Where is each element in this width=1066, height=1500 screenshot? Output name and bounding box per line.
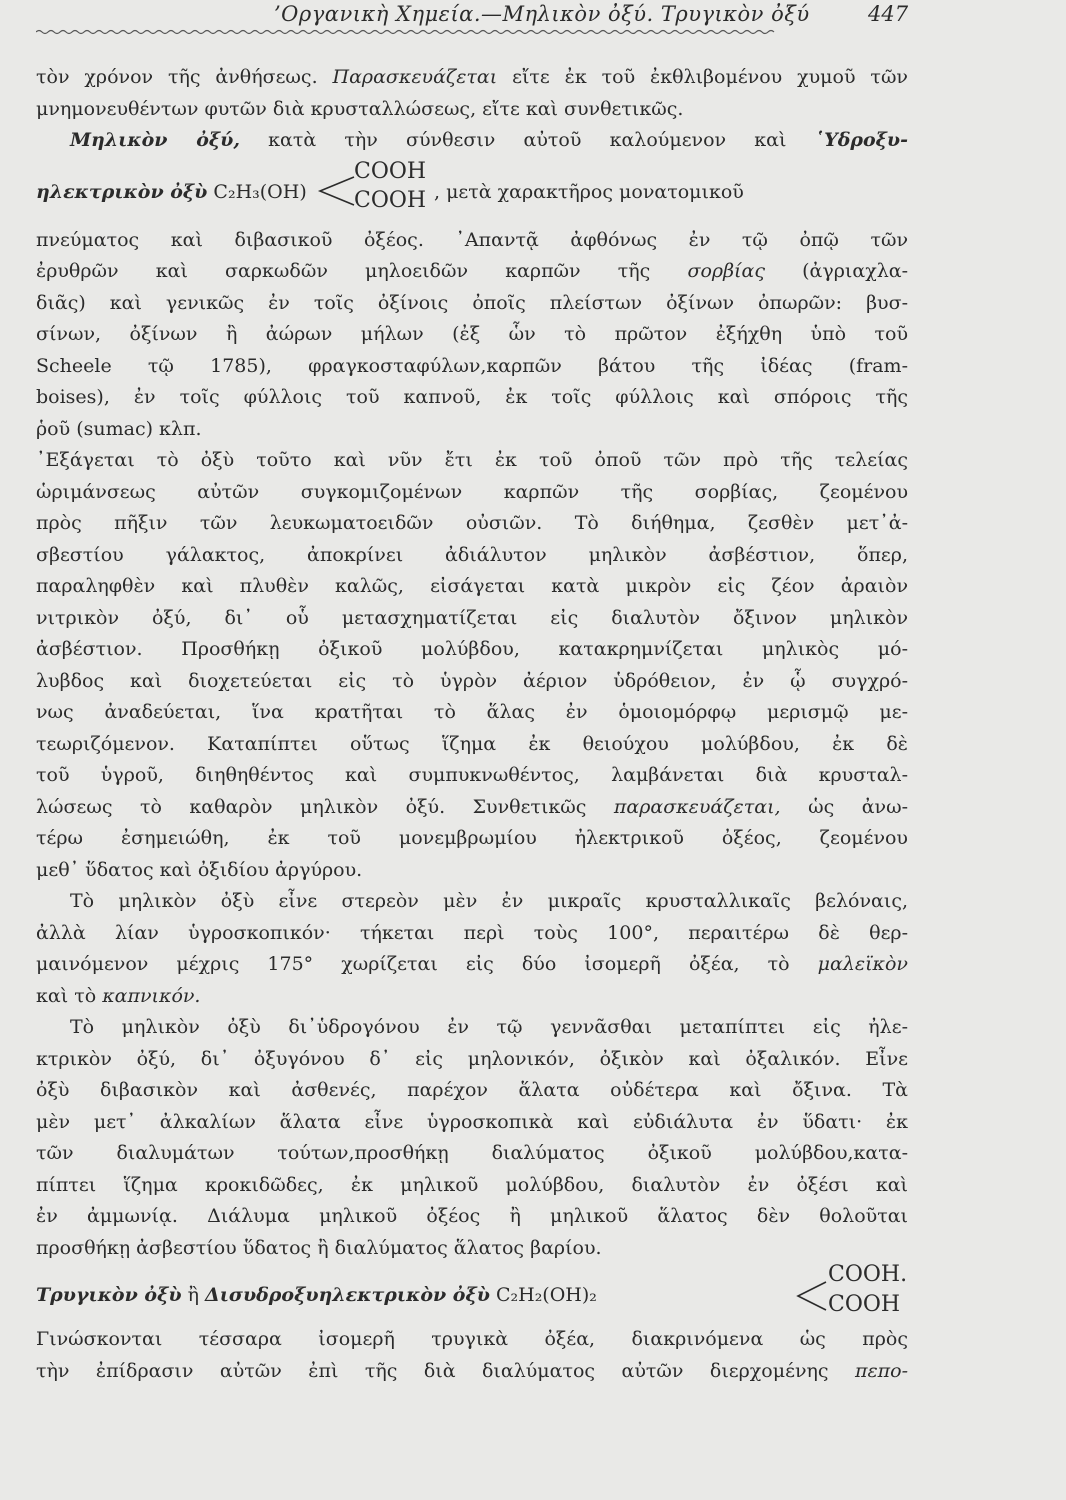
text-line: Scheele τῷ 1785), φραγκοσταφύλων,καρπῶν βάτου τῆς ἰδέας (fram- [36, 354, 908, 377]
text-line: μεθ᾿ ὕδατος καὶ ὀξιδίου ἀργύρου. [36, 858, 363, 881]
text-line: ᾿Εξάγεται τὸ ὀξὺ τοῦτο καὶ νῦν ἔτι ἐκ τοῦ ὀποῦ τῶν πρὸ τῆς τελείας [36, 449, 908, 471]
text-line: τὸν χρόνον τῆς ἀνθήσεως. Παρασκευάζεται εἴτε ἐκ τοῦ ἐκθλιβομένου χυμοῦ τῶν [36, 66, 908, 88]
text-line: νως ἀναδεύεται, ἵνα κρατῆται τὸ ἅλας ἐν ὁμοιομόρφῳ μερισμῷ με- [36, 701, 908, 723]
text-line: τὴν ἐπίδρασιν αὐτῶν ἐπὶ τῆς διὰ διαλύματος αὐτῶν διερχομένης πεπο- [36, 1359, 908, 1382]
page-body [36, 62, 908, 1387]
text-line: πρὸς πῆξιν τῶν λευκωματοειδῶν οὐσιῶν. Τὸ διήθημα, ζεσθὲν μετ᾿ἀ- [36, 512, 908, 534]
text-line: πνεύματος καὶ διβασικοῦ ὀξέος. ᾿Απαντᾷ ἀφθόνως ἐν τῷ ὀπῷ τῶν [36, 228, 908, 251]
text-line: προσθήκῃ ἀσβεστίου ὕδατος ἢ διαλύματος ἅλατος βαρίου. [36, 1236, 602, 1259]
text-line: τῶν διαλυμάτων τούτων,προσθήκῃ διαλύματος ὀξικοῦ μολύβδου,κατα- [36, 1142, 908, 1164]
text-line: ἀσβέστιον. Προσθήκῃ ὀξικοῦ μολύβδου, κατακρημνίζεται μηλικὸς μό- [36, 638, 908, 660]
text-line: μὲν μετ᾿ ἀλκαλίων ἅλατα εἶνε ὑγροσκοπικὰ καὶ εὐδιάλυτα ἐν ὕδατι· ἐκ [36, 1110, 908, 1133]
text-line: Γινώσκονται τέσσαρα ἰσομερῆ τρυγικὰ ὀξέα, διακρινόμενα ὡς πρὸς [36, 1328, 908, 1350]
text-line: μαινόμενον μέχρις 175° χωρίζεται εἰς δύο ἰσομερῆ ὀξέα, τὸ μαλεϊκὸν [36, 953, 908, 975]
text-line: κτρικὸν ὀξύ, δι᾿ ὀξυγόνου δ᾿ εἰς μηλονικόν, ὀξικὸν καὶ ὀξαλικόν. Εἶνε [36, 1047, 908, 1070]
text-line: ῥοῦ (sumac) κλπ. [36, 417, 202, 440]
text-line: σβεστίου γάλακτος, ἀποκρίνει ἀδιάλυτον μηλικὸν ἀσβέστιον, ὅπερ, [36, 543, 908, 566]
text-line: πίπτει ἵζημα κροκιδῶδες, ἐκ μηλικοῦ μολύβδου, διαλυτὸν ἐν ὀξέσι καὶ [36, 1173, 908, 1196]
page-number: 447 [868, 2, 909, 26]
running-title: ’Οργανικὴ Χημεία.—Μηλικὸν ὀξύ. Τρυγικὸν ὀξύ [274, 2, 810, 26]
text-line: λώσεως τὸ καθαρὸν μηλικὸν ὀξύ. Συνθετικῶς παρασκευάζεται, ὡς ἀνω- [36, 795, 908, 818]
wavy-rule [36, 28, 908, 36]
branch-chevron [316, 171, 356, 211]
text-line: Τὸ μηλικὸν ὀξὺ δι᾿ὑδρογόνου ἐν τῷ γεννᾶσθαι μεταπίπτει εἰς ἠλε- [70, 1016, 908, 1038]
text-line: σίνων, ὀξίνων ἢ ἀώρων μήλων (ἐξ ὧν τὸ πρῶτον ἐξήχθη ὑπὸ τοῦ [36, 323, 908, 345]
text-line: ἀλλὰ λίαν ὑγροσκοπικόν· τήκεται περὶ τοὺς 100°, περαιτέρω δὲ θερ- [36, 921, 908, 944]
text-line: Μηλικὸν ὀξύ, κατὰ τὴν σύνθεσιν αὐτοῦ καλούμενον καὶ ῾Υδροξυ- [70, 129, 908, 151]
text-line: Τὸ μηλικὸν ὀξὺ εἶνε στερεὸν μὲν ἐν μικραῖς κρυσταλλικαῖς βελόναις, [70, 890, 908, 912]
text-line: ἐν ἀμμωνίᾳ. Διάλυμα μηλικοῦ ὀξέος ἢ μηλικοῦ ἅλατος δὲν θολοῦται [36, 1205, 908, 1227]
text-line: παραληφθὲν καὶ πλυθὲν καλῶς, εἰσάγεται κατὰ μικρὸν εἰς ζέον ἀραιὸν [36, 575, 908, 597]
text-line: καὶ τὸ καπνικόν. [36, 984, 201, 1007]
text-line: λυβδος καὶ διοχετεύεται εἰς τὸ ὑγρὸν ἀέριον ὑδρόθειον, ἐν ᾧ συγχρό- [36, 669, 908, 692]
branch-chevron [794, 1274, 828, 1314]
text-line: τεωριζόμενον. Καταπίπτει οὕτως ἵζημα ἐκ θειούχου μολύβδου, ἐκ δὲ [36, 732, 908, 755]
text-line: διᾶς) καὶ γενικῶς ἐν τοῖς ὀξίνοις ὀποῖς πλείστων ὀξίνων ὀπωρῶν: βυσ- [36, 291, 908, 314]
text-line: τέρω ἐσημειώθη, ἐκ τοῦ μονεμβρωμίου ἠλεκτρικοῦ ὀξέος, ζεομένου [36, 827, 908, 849]
text-line: τοῦ ὑγροῦ, διηθηθέντος καὶ συμπυκνωθέντος, λαμβάνεται διὰ κρυσταλ- [36, 764, 908, 786]
text-line: ὡριμάνσεως αὐτῶν συγκομιζομένων καρπῶν τῆς σορβίας, ζεομένου [36, 480, 908, 503]
text-line: νιτρικὸν ὀξύ, δι᾿ οὗ μετασχηματίζεται εἰς διαλυτὸν ὄξινον μηλικὸν [36, 606, 908, 629]
running-header [36, 0, 908, 34]
text-line: boises), ἐν τοῖς φύλλοις τοῦ καπνοῦ, ἐκ τοῖς φύλλοις καὶ σπόροις τῆς [36, 386, 908, 408]
text-line: ἐρυθρῶν καὶ σαρκωδῶν μηλοειδῶν καρπῶν τῆς σορβίας (ἀγριαχλα- [36, 260, 908, 282]
tartaric-acid-formula: Τρυγικὸν ὀξὺ ἢ Δισυδροξυηλεκτρικὸν ὀξὺ C₂H₂(OH)₂ COOH. COOH [36, 1262, 908, 1317]
text-line: μνημονευθέντων φυτῶν διὰ κρυσταλλώσεως, εἴτε καὶ συνθετικῶς. [36, 97, 684, 120]
malic-acid-formula: ηλεκτρικὸν ὀξὺ C₂H₃(OH) COOH COOH , μετὰ χαρακτῆρος μονατομικοῦ [36, 158, 744, 213]
text-line: ὀξὺ διβασικὸν καὶ ἀσθενές, παρέχον ἅλατα οὐδέτερα καὶ ὄξινα. Τὰ [36, 1079, 908, 1101]
